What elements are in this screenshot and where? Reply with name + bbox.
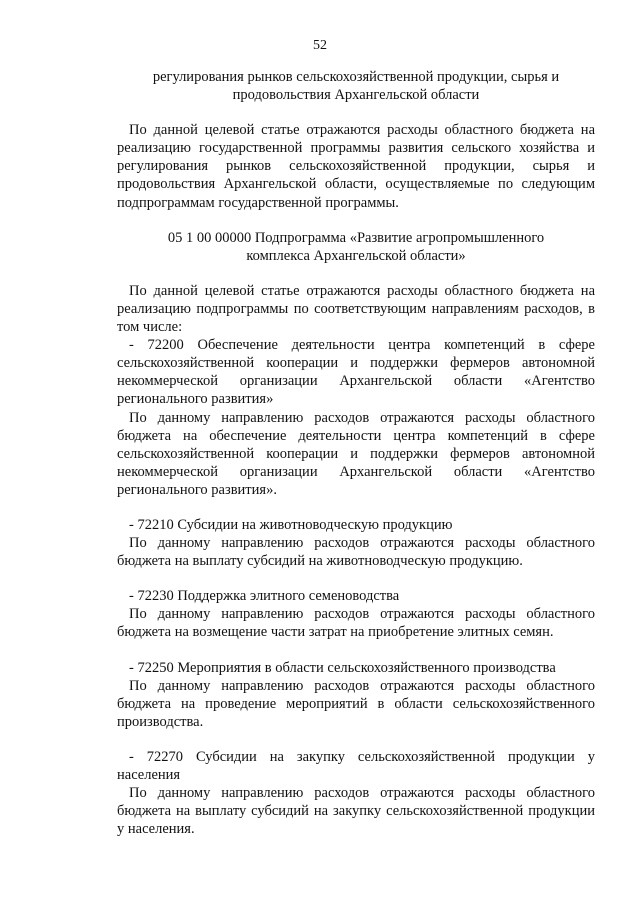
heading-line: продовольствия Архангельской области [232,87,480,104]
list-item-72230 [117,587,595,605]
description-72270 [117,784,595,838]
paragraph-subprogram [117,282,595,336]
description-line: бюджета на выплату субсидий на закупку сельскохозяйственной продукции [117,803,595,820]
paragraph-line: регулирования рынков сельскохозяйственной продукции, сырья и [117,158,595,175]
description-line: По данному направлению расходов отражаются расходы областного [129,535,595,552]
paragraph-line: реализацию государственной программы развития сельского хозяйства и [117,140,595,157]
item-title-line: - 72230 Поддержка элитного семеноводства [129,588,400,605]
paragraph-line: По данной целевой статье отражаются расходы областного бюджета на [129,282,595,299]
paragraph-line: По данной целевой статье отражаются расходы областного бюджета на [129,122,595,139]
item-title-line: - 72200 Обеспечение деятельности центра компетенций в сфере [129,337,595,354]
description-72210 [117,534,595,570]
paragraph-line: продовольствия Архангельской области, осуществляемые по следующим [117,176,595,193]
item-title-line: - 72250 Мероприятия в области сельскохозяйственного производства [129,659,556,676]
paragraph-line: реализацию подпрограммы по соответствующим направлениям расходов, в [117,300,595,317]
paragraph-line: подпрограммам государственной программы. [117,194,399,211]
item-title-line: некоммерческой организации Архангельской области «Агентство [117,373,595,390]
paragraph-target-article [117,121,595,211]
heading-line: 05 1 00 00000 Подпрограмма «Развитие агропромышленного [167,229,545,246]
list-item-72270 [117,748,595,784]
description-72200 [117,409,595,499]
heading-line: регулирования рынков сельскохозяйственной продукции, сырья и [152,69,560,85]
item-title-line: населения [117,767,181,783]
description-72250 [117,677,595,731]
list-item-72210 [117,516,595,534]
description-line: бюджета на обеспечение деятельности центра компетенций в сфере [117,427,595,444]
description-line: сельскохозяйственной кооперации и поддержки фермеров автономной [117,445,595,462]
description-line: регионального развития». [117,481,277,498]
description-line: По данному направлению расходов отражаются расходы областного [129,409,595,426]
description-line: бюджета на проведение мероприятий в области сельскохозяйственного [117,695,595,712]
description-line: производства. [117,713,204,730]
paragraph-line: том числе: [117,319,183,336]
document-body [117,68,595,838]
description-line: бюджета на выплату субсидий на животноводческую продукцию. [117,553,523,570]
description-72230 [117,605,595,641]
list-item-72200 [117,336,595,408]
page-number: 52 [313,38,327,53]
list-item-72250 [117,659,595,677]
description-line: По данному направлению расходов отражаются расходы областного [129,785,595,802]
item-title-line: - 72270 Субсидии на закупку сельскохозяйственной продукции у [129,748,595,765]
description-line: некоммерческой организации Архангельской области «Агентство [117,463,595,480]
section-heading-regulation [117,68,595,104]
heading-line: комплекса Архангельской области» [246,247,466,264]
item-title-line: сельскохозяйственной кооперации и поддержки фермеров автономной [117,355,595,372]
description-line: По данному направлению расходов отражаются расходы областного [129,677,595,694]
subprogram-heading [117,229,595,265]
item-title-line: - 72210 Субсидии на животноводческую продукцию [129,516,453,533]
description-line: бюджета на возмещение части затрат на приобретение элитных семян. [117,624,554,641]
description-line: По данному направлению расходов отражаются расходы областного [129,606,595,623]
item-title-line: регионального развития» [117,391,274,408]
description-line: у населения. [117,821,195,838]
